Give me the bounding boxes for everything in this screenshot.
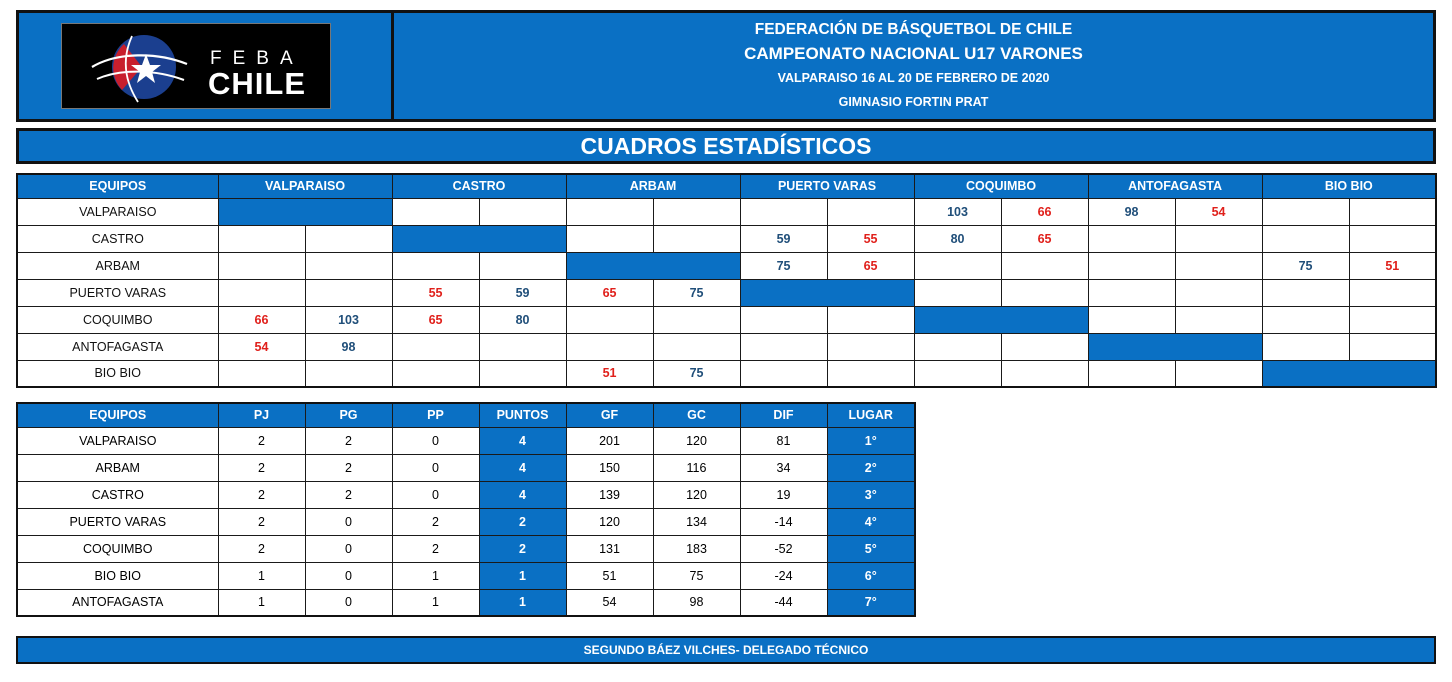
results-row: [17, 279, 1436, 306]
standings-played: 2: [218, 454, 305, 481]
federation-title: FEDERACIÓN DE BÁSQUETBOL DE CHILE: [754, 21, 1073, 38]
standings-won: 0: [305, 562, 392, 589]
standings-row: [17, 454, 915, 481]
standings-place: 1°: [827, 427, 915, 454]
feba-chile-logo: [61, 23, 331, 109]
standings-place: 7°: [827, 589, 915, 616]
empty-score-cell: [1175, 279, 1262, 306]
score-own: 80: [914, 225, 1001, 252]
standings-lost: 1: [392, 562, 479, 589]
standings-goals-against: 134: [653, 508, 740, 535]
standings-place: 2°: [827, 454, 915, 481]
empty-score-cell: [479, 360, 566, 387]
results-corner-label: EQUIPOS: [17, 174, 218, 198]
empty-score-cell: [566, 198, 653, 225]
standings-column-header: GC: [653, 403, 740, 427]
standings-played: 1: [218, 562, 305, 589]
standings-team-name: BIO BIO: [17, 562, 218, 589]
standings-table: [16, 402, 916, 617]
score-own: 98: [1088, 198, 1175, 225]
standings-difference: -52: [740, 535, 827, 562]
results-matrix: [16, 173, 1437, 388]
empty-score-cell: [1088, 225, 1175, 252]
score-own: 103: [914, 198, 1001, 225]
standings-goals-for: 120: [566, 508, 653, 535]
results-row: [17, 360, 1436, 387]
standings-goals-against: 75: [653, 562, 740, 589]
empty-score-cell: [827, 306, 914, 333]
empty-score-cell: [392, 252, 479, 279]
empty-score-cell: [740, 306, 827, 333]
empty-score-cell: [740, 333, 827, 360]
empty-score-cell: [1262, 279, 1349, 306]
empty-score-cell: [653, 225, 740, 252]
standings-played: 1: [218, 589, 305, 616]
standings-played: 2: [218, 508, 305, 535]
standings-difference: 19: [740, 481, 827, 508]
standings-team-name: VALPARAISO: [17, 427, 218, 454]
standings-won: 2: [305, 427, 392, 454]
results-row-team: CASTRO: [17, 225, 218, 252]
self-match-cell: [914, 306, 1088, 333]
standings-played: 2: [218, 481, 305, 508]
standings-column-header: DIF: [740, 403, 827, 427]
standings-won: 0: [305, 589, 392, 616]
score-opponent: 51: [1349, 252, 1436, 279]
standings-goals-for: 54: [566, 589, 653, 616]
standings-points: 4: [479, 481, 566, 508]
score-own: 75: [1262, 252, 1349, 279]
standings-difference: -24: [740, 562, 827, 589]
championship-title: CAMPEONATO NACIONAL U17 VARONES: [744, 43, 1083, 63]
standings-points: 2: [479, 535, 566, 562]
standings-team-name: ANTOFAGASTA: [17, 589, 218, 616]
self-match-cell: [392, 225, 566, 252]
standings-goals-against: 183: [653, 535, 740, 562]
standings-lost: 2: [392, 535, 479, 562]
section-title: CUADROS ESTADÍSTICOS: [16, 128, 1436, 164]
score-opponent: 75: [653, 360, 740, 387]
results-row-team: BIO BIO: [17, 360, 218, 387]
score-opponent: 80: [479, 306, 566, 333]
score-own: 59: [740, 225, 827, 252]
empty-score-cell: [827, 198, 914, 225]
standings-won: 2: [305, 454, 392, 481]
results-row: [17, 333, 1436, 360]
standings-difference: -44: [740, 589, 827, 616]
score-opponent: 65: [1001, 225, 1088, 252]
empty-score-cell: [914, 252, 1001, 279]
empty-score-cell: [1262, 306, 1349, 333]
empty-score-cell: [392, 333, 479, 360]
results-row-team: VALPARAISO: [17, 198, 218, 225]
score-own: 75: [740, 252, 827, 279]
empty-score-cell: [1001, 360, 1088, 387]
empty-score-cell: [566, 333, 653, 360]
standings-row: [17, 427, 915, 454]
standings-row: [17, 562, 915, 589]
empty-score-cell: [1001, 252, 1088, 279]
standings-difference: 81: [740, 427, 827, 454]
score-opponent: 65: [827, 252, 914, 279]
empty-score-cell: [218, 360, 305, 387]
results-column-header: CASTRO: [392, 174, 566, 198]
standings-points: 4: [479, 427, 566, 454]
score-own: 65: [566, 279, 653, 306]
results-header-row: [17, 174, 1436, 198]
standings-column-header: PJ: [218, 403, 305, 427]
empty-score-cell: [1001, 279, 1088, 306]
score-own: 65: [392, 306, 479, 333]
results-row-team: ARBAM: [17, 252, 218, 279]
results-column-header: ARBAM: [566, 174, 740, 198]
empty-score-cell: [305, 360, 392, 387]
empty-score-cell: [392, 360, 479, 387]
empty-score-cell: [827, 333, 914, 360]
logo-bottom-text: CHILE: [208, 66, 306, 101]
empty-score-cell: [1262, 333, 1349, 360]
results-row: [17, 225, 1436, 252]
empty-score-cell: [740, 360, 827, 387]
standings-place: 4°: [827, 508, 915, 535]
standings-team-name: ARBAM: [17, 454, 218, 481]
standings-won: 2: [305, 481, 392, 508]
results-column-header: ANTOFAGASTA: [1088, 174, 1262, 198]
results-row-team: COQUIMBO: [17, 306, 218, 333]
standings-lost: 0: [392, 454, 479, 481]
empty-score-cell: [1001, 333, 1088, 360]
empty-score-cell: [218, 225, 305, 252]
empty-score-cell: [479, 198, 566, 225]
self-match-cell: [740, 279, 914, 306]
standings-row: [17, 508, 915, 535]
empty-score-cell: [1175, 225, 1262, 252]
event-header: [394, 10, 1436, 122]
standings-points: 4: [479, 454, 566, 481]
standings-goals-against: 116: [653, 454, 740, 481]
standings-won: 0: [305, 508, 392, 535]
standings-column-header: GF: [566, 403, 653, 427]
empty-score-cell: [1349, 198, 1436, 225]
standings-column-header: PP: [392, 403, 479, 427]
empty-score-cell: [479, 333, 566, 360]
standings-goals-for: 131: [566, 535, 653, 562]
score-own: 54: [218, 333, 305, 360]
standings-team-name: PUERTO VARAS: [17, 508, 218, 535]
standings-team-name: CASTRO: [17, 481, 218, 508]
score-opponent: 75: [653, 279, 740, 306]
results-row-team: PUERTO VARAS: [17, 279, 218, 306]
standings-difference: -14: [740, 508, 827, 535]
empty-score-cell: [218, 252, 305, 279]
standings-goals-for: 139: [566, 481, 653, 508]
empty-score-cell: [914, 333, 1001, 360]
empty-score-cell: [1262, 198, 1349, 225]
empty-score-cell: [305, 225, 392, 252]
empty-score-cell: [914, 360, 1001, 387]
standings-goals-for: 51: [566, 562, 653, 589]
standings-row: [17, 589, 915, 616]
results-column-header: PUERTO VARAS: [740, 174, 914, 198]
score-own: 51: [566, 360, 653, 387]
results-column-header: VALPARAISO: [218, 174, 392, 198]
standings-goals-against: 98: [653, 589, 740, 616]
standings-column-header: LUGAR: [827, 403, 915, 427]
empty-score-cell: [392, 198, 479, 225]
empty-score-cell: [1262, 225, 1349, 252]
standings-played: 2: [218, 427, 305, 454]
self-match-cell: [1088, 333, 1262, 360]
score-opponent: 59: [479, 279, 566, 306]
score-own: 66: [218, 306, 305, 333]
self-match-cell: [566, 252, 740, 279]
empty-score-cell: [218, 279, 305, 306]
basketball-star-logo-icon: [62, 24, 332, 110]
standings-won: 0: [305, 535, 392, 562]
standings-points: 1: [479, 562, 566, 589]
empty-score-cell: [914, 279, 1001, 306]
empty-score-cell: [827, 360, 914, 387]
results-column-header: COQUIMBO: [914, 174, 1088, 198]
standings-row: [17, 535, 915, 562]
empty-score-cell: [1088, 279, 1175, 306]
empty-score-cell: [653, 198, 740, 225]
empty-score-cell: [1088, 252, 1175, 279]
empty-score-cell: [566, 306, 653, 333]
results-row: [17, 198, 1436, 225]
self-match-cell: [1262, 360, 1436, 387]
standings-played: 2: [218, 535, 305, 562]
empty-score-cell: [653, 333, 740, 360]
standings-row: [17, 481, 915, 508]
empty-score-cell: [1088, 360, 1175, 387]
empty-score-cell: [653, 306, 740, 333]
empty-score-cell: [1175, 360, 1262, 387]
footer-credit: SEGUNDO BÁEZ VILCHES- DELEGADO TÉCNICO: [16, 636, 1436, 664]
empty-score-cell: [305, 252, 392, 279]
score-opponent: 55: [827, 225, 914, 252]
standings-difference: 34: [740, 454, 827, 481]
standings-points: 2: [479, 508, 566, 535]
results-column-header: BIO BIO: [1262, 174, 1436, 198]
standings-header-row: [17, 403, 915, 427]
empty-score-cell: [305, 279, 392, 306]
standings-lost: 0: [392, 427, 479, 454]
standings-points: 1: [479, 589, 566, 616]
standings-lost: 0: [392, 481, 479, 508]
event-venue: GIMNASIO FORTIN PRAT: [838, 95, 989, 109]
empty-score-cell: [1349, 306, 1436, 333]
results-row-team: ANTOFAGASTA: [17, 333, 218, 360]
logo-top-text: FEBA: [210, 48, 304, 69]
standings-place: 6°: [827, 562, 915, 589]
score-own: 55: [392, 279, 479, 306]
standings-place: 5°: [827, 535, 915, 562]
empty-score-cell: [1349, 279, 1436, 306]
standings-lost: 2: [392, 508, 479, 535]
score-opponent: 103: [305, 306, 392, 333]
standings-place: 3°: [827, 481, 915, 508]
empty-score-cell: [1175, 306, 1262, 333]
logo-panel: [16, 10, 394, 122]
empty-score-cell: [566, 225, 653, 252]
results-row: [17, 252, 1436, 279]
standings-column-header: PG: [305, 403, 392, 427]
standings-goals-against: 120: [653, 481, 740, 508]
standings-lost: 1: [392, 589, 479, 616]
score-opponent: 54: [1175, 198, 1262, 225]
standings-column-header: EQUIPOS: [17, 403, 218, 427]
empty-score-cell: [479, 252, 566, 279]
standings-goals-for: 150: [566, 454, 653, 481]
standings-goals-for: 201: [566, 427, 653, 454]
empty-score-cell: [1349, 333, 1436, 360]
empty-score-cell: [1088, 306, 1175, 333]
standings-goals-against: 120: [653, 427, 740, 454]
event-dates: VALPARAISO 16 AL 20 DE FEBRERO DE 2020: [777, 70, 1050, 85]
results-row: [17, 306, 1436, 333]
empty-score-cell: [1175, 252, 1262, 279]
empty-score-cell: [740, 198, 827, 225]
self-match-cell: [218, 198, 392, 225]
standings-team-name: COQUIMBO: [17, 535, 218, 562]
standings-column-header: PUNTOS: [479, 403, 566, 427]
empty-score-cell: [1349, 225, 1436, 252]
score-opponent: 66: [1001, 198, 1088, 225]
score-opponent: 98: [305, 333, 392, 360]
